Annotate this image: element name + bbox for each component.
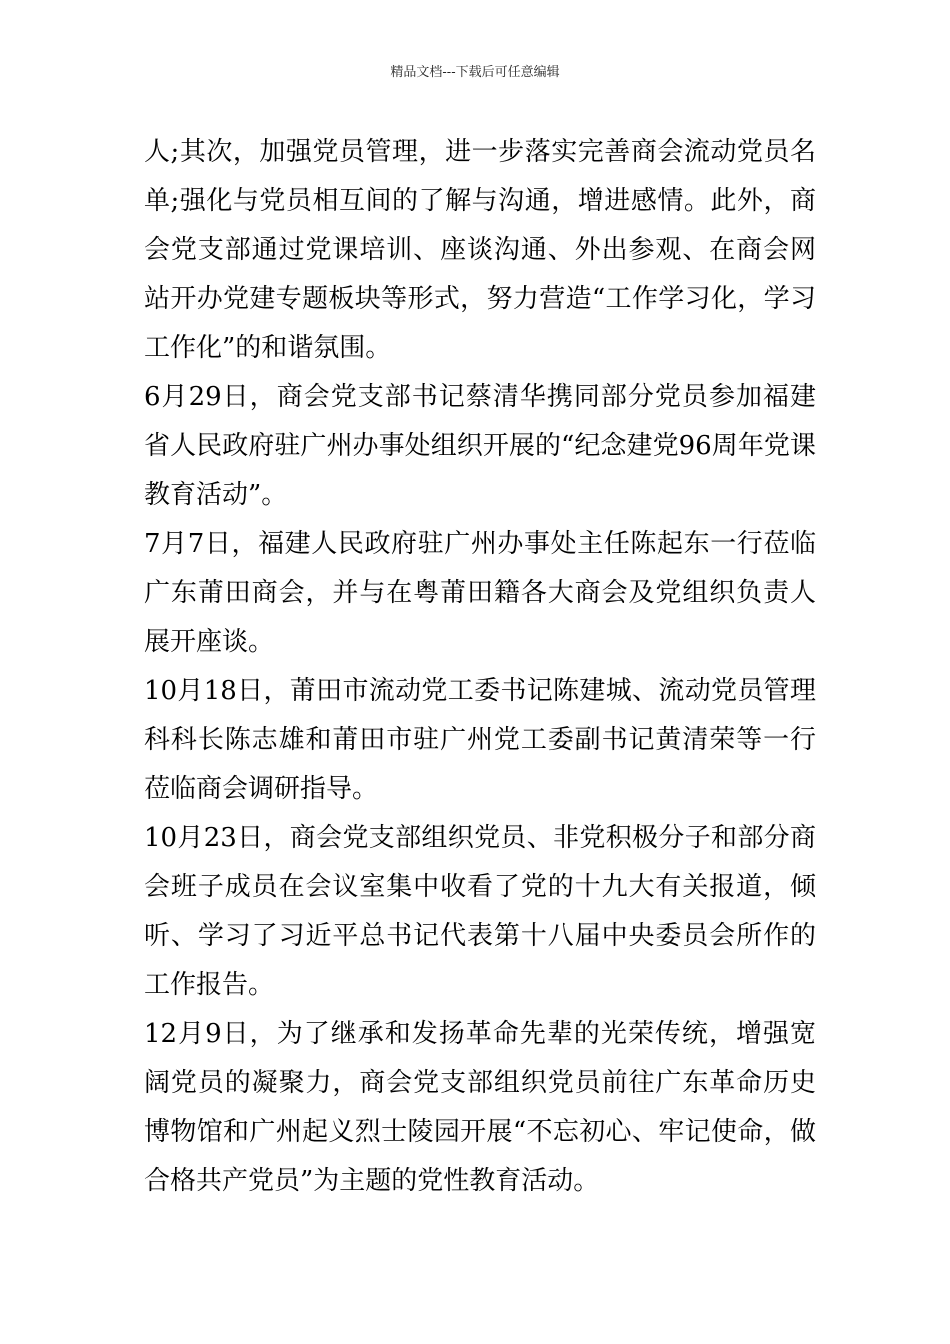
paragraph-continuation: 人;其次，加强党员管理，进一步落实完善商会流动党员名单;强化与党员相互间的了解与沟通，增进感情。此外，商会党支部通过党课培训、座谈沟通、外出参观、在商会网站开办党建专题板块等形式，努力营造“工作学习化，学习工作化”的和谐氛围。 [144,137,816,363]
page-header: 精品文档---下载后可任意编辑 [390,65,560,80]
paragraph-october-23: 10月23日，商会党支部组织党员、非党积极分子和部分商会班子成员在会议室集中收看了党的十九大有关报道，倾听、学习了习近平总书记代表第十八届中央委员会所作的工作报告。 [144,823,816,1000]
document-body [144,128,816,1206]
paragraph-june-29: 6月29日，商会党支部书记蔡清华携同部分党员参加福建省人民政府驻广州办事处组织开展的“纪念建党96周年党课教育活动”。 [144,382,816,510]
paragraph-october-18: 10月18日，莆田市流动党工委书记陈建城、流动党员管理科科长陈志雄和莆田市驻广州党工委副书记黄清荣等一行莅临商会调研指导。 [144,676,816,804]
paragraph-december-9: 12月9日，为了继承和发扬革命先辈的光荣传统，增强宽阔党员的凝聚力，商会党支部组织党员前往广东革命历史博物馆和广州起义烈士陵园开展“不忘初心、牢记使命，做合格共产党员”为主题的党性教育活动。 [144,1019,816,1196]
paragraph-july-7: 7月7日，福建人民政府驻广州办事处主任陈起东一行莅临广东莆田商会，并与在粤莆田籍各大商会及党组织负责人展开座谈。 [144,529,816,657]
